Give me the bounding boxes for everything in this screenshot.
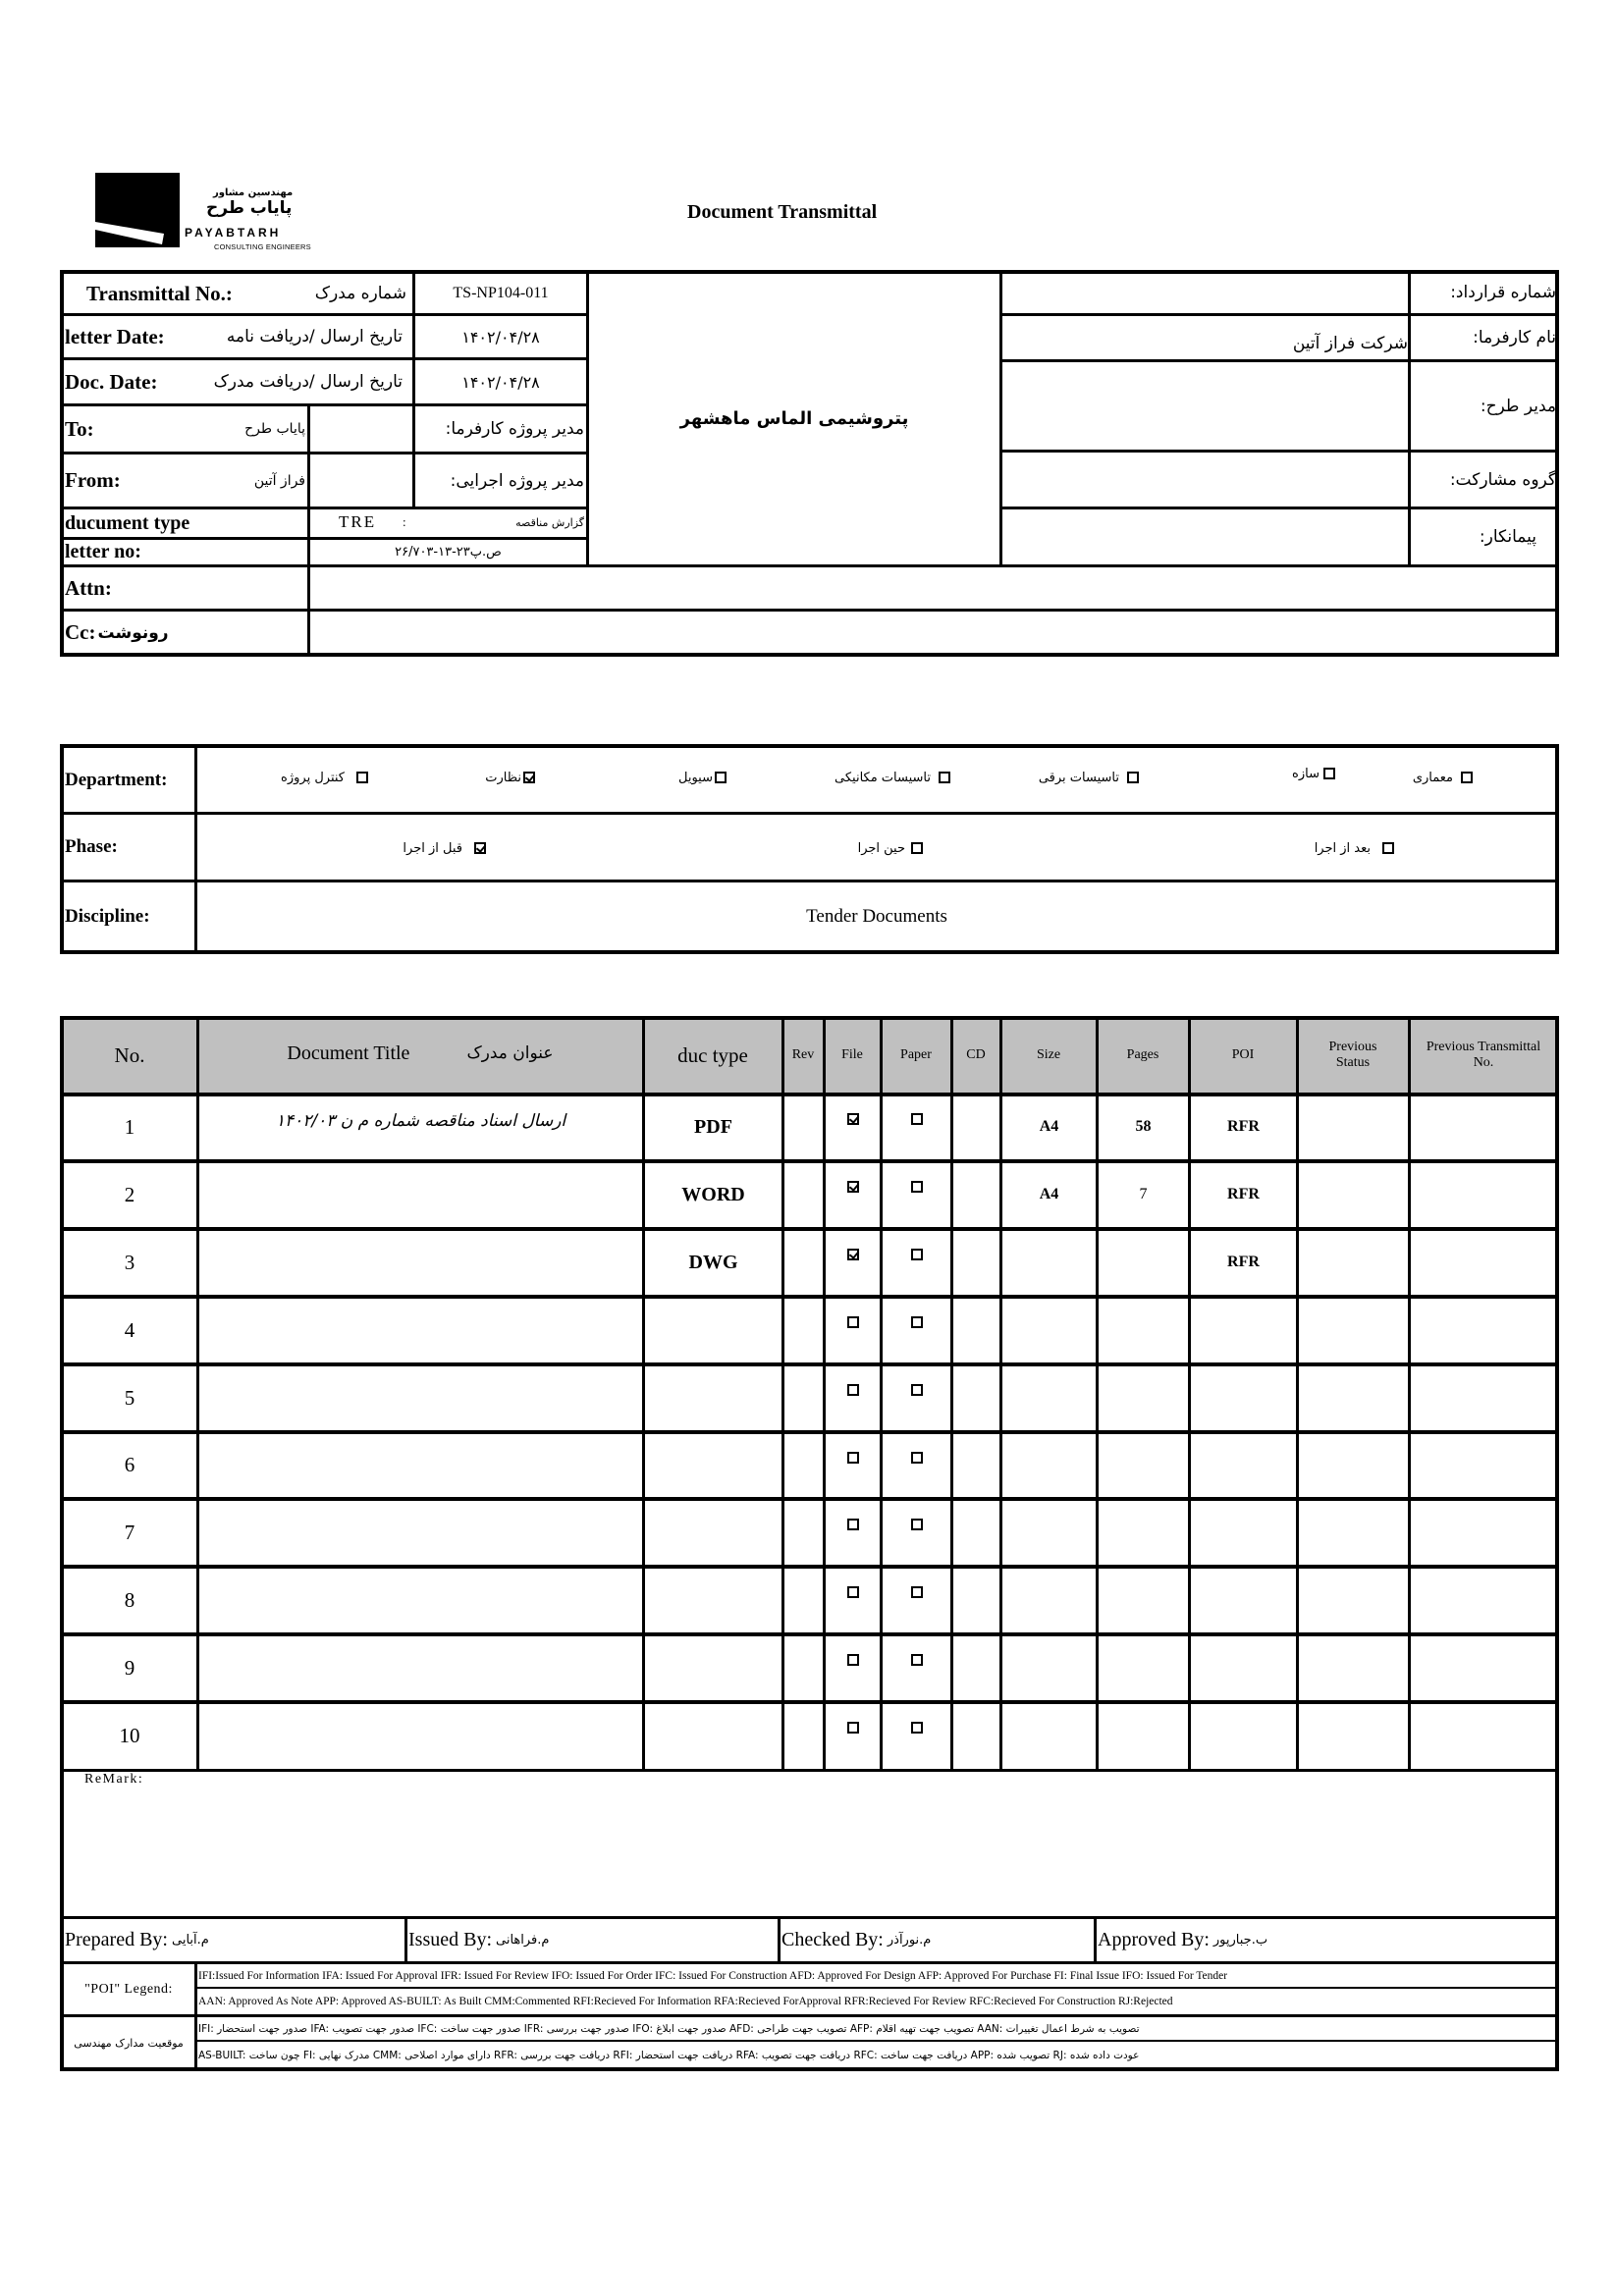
status-legend-line-2: AS-BUILT: چون ساخت FI: مدرک نهایی CMM: دارای موارد اصلاحی RFR: دریافت جهت بررسی RFI: دریافت جهت استحضار RFA: دریافت جهت تصویب RFC: دریافت جهت ساخت APP: تصویب شده RJ: عودت داده شده [198, 2049, 1140, 2061]
attn-label: Attn: [65, 575, 112, 600]
poi-legend-line-2: AAN: Approved As Note APP: Approved AS-BUILT: As Built CMM:Commented RFI:Recieved For Information RFA:Recieved ForApproval RFR:Recieved For Review RFC:Recieved For Construction RJ:Rejected [198, 1996, 1173, 2007]
row-cd[interactable] [953, 1163, 999, 1227]
plan-manager-label: مدیر طرح: [1480, 396, 1556, 416]
row-rev[interactable] [784, 1636, 823, 1700]
department-option-structure[interactable]: سازه [1227, 744, 1335, 803]
row-file[interactable] [826, 1095, 880, 1159]
row-prev-transmittal[interactable] [1411, 1569, 1557, 1632]
letter-date-label: letter Date: [65, 324, 165, 348]
phase-option-after[interactable]: بعد از اجرا [1266, 819, 1394, 878]
row-cd[interactable] [953, 1636, 999, 1700]
department-option-project-control[interactable]: کنترل پروژه [236, 748, 368, 807]
row-prev-transmittal[interactable] [1411, 1231, 1557, 1295]
row-prev-transmittal[interactable] [1411, 1636, 1557, 1700]
row-poi[interactable] [1191, 1569, 1296, 1632]
to-label: To: [65, 416, 94, 441]
logo-mark-icon [95, 173, 180, 247]
remark-field[interactable] [65, 1796, 1555, 1914]
row-title[interactable] [199, 1636, 642, 1700]
file-checkbox-icon[interactable] [847, 1452, 859, 1464]
contractor-label: پیمانکار: [1479, 527, 1536, 547]
row-type[interactable] [645, 1299, 781, 1362]
from-label: From: [65, 468, 121, 492]
client-name-field[interactable] [1002, 316, 1408, 363]
row-file[interactable] [826, 1231, 880, 1295]
row-rev[interactable] [784, 1366, 823, 1430]
row-poi[interactable] [1191, 1501, 1296, 1565]
row-prev-status[interactable] [1299, 1299, 1408, 1362]
row-cd[interactable] [953, 1501, 999, 1565]
letter-no-value[interactable]: ص.پ۲۳-۱۳-۲۶/۷۰۳ [395, 544, 502, 560]
project-control-checkbox-icon[interactable] [356, 772, 368, 783]
civil-checkbox-icon[interactable] [715, 772, 727, 783]
row-type[interactable] [645, 1366, 781, 1430]
row-no[interactable]: 8 [124, 1588, 135, 1613]
row-prev-status[interactable] [1299, 1569, 1408, 1632]
plan-manager-field[interactable] [1002, 362, 1408, 450]
file-checkbox-checked-icon[interactable] [847, 1249, 859, 1260]
row-size[interactable] [1002, 1366, 1096, 1430]
row-no[interactable]: 10 [119, 1724, 140, 1748]
status-legend-label: موقعیت مدارک مهندسی [74, 2036, 184, 2050]
row-file[interactable] [826, 1636, 880, 1700]
file-checkbox-icon[interactable] [847, 1384, 859, 1396]
document-type-code[interactable]: TRE [339, 512, 377, 531]
row-type[interactable] [645, 1704, 781, 1768]
row-paper[interactable] [883, 1299, 950, 1362]
from-value[interactable]: فراز آتین [253, 472, 305, 489]
file-checkbox-icon[interactable] [847, 1316, 859, 1328]
doc-date-label: Doc. Date: [65, 369, 158, 394]
row-size[interactable] [1002, 1434, 1096, 1498]
client-name-value: شرکت فراز آتین [1292, 334, 1408, 353]
col-header-paper: Paper [900, 1047, 932, 1062]
department-option-mechanical[interactable]: تاسیسات مکانیکی [785, 748, 950, 807]
phase-option-before[interactable]: قبل از اجرا [344, 819, 486, 878]
file-checkbox-icon[interactable] [847, 1519, 859, 1530]
row-file[interactable] [826, 1569, 880, 1632]
col-header-title: Document Title عنوان مدرک [287, 1042, 554, 1064]
architecture-checkbox-icon[interactable] [1461, 772, 1473, 783]
logo-fa-subtitle: مهندسین مشاور [213, 187, 294, 198]
row-paper[interactable] [883, 1501, 950, 1565]
row-prev-transmittal[interactable] [1411, 1095, 1557, 1159]
transmittal-no-label: Transmittal No.: [86, 281, 233, 305]
cc-label: Cc: [65, 620, 96, 644]
row-pages[interactable] [1099, 1636, 1188, 1700]
row-prev-transmittal[interactable] [1411, 1704, 1557, 1768]
row-poi[interactable] [1191, 1434, 1296, 1498]
electrical-checkbox-icon[interactable] [1127, 772, 1139, 783]
row-title[interactable] [199, 1569, 642, 1632]
cc-label-fa: رونوشت [97, 622, 169, 643]
row-no[interactable]: 1 [124, 1114, 135, 1139]
department-option-electrical[interactable]: تاسیسات برقی [992, 748, 1139, 807]
row-prev-transmittal[interactable] [1411, 1501, 1557, 1565]
remark-label: ReMark: [84, 1772, 144, 1787]
row-prev-status[interactable] [1299, 1636, 1408, 1700]
row-poi[interactable] [1191, 1299, 1296, 1362]
logo-en-name: PAYABTARH [185, 226, 282, 240]
row-title[interactable] [199, 1163, 642, 1227]
phase-label: Phase: [65, 836, 118, 857]
paper-checkbox-icon[interactable] [911, 1249, 923, 1260]
document-type-value[interactable]: گزارش مناقصه [515, 515, 584, 529]
row-type[interactable]: DWG [688, 1251, 738, 1273]
row-poi[interactable] [1191, 1704, 1296, 1768]
row-file[interactable] [826, 1434, 880, 1498]
row-pages[interactable] [1099, 1366, 1188, 1430]
row-paper[interactable] [883, 1163, 950, 1227]
phase-during-checkbox-icon[interactable] [911, 842, 923, 854]
department-option-supervision[interactable]: نظارت [432, 748, 535, 807]
contract-no-field[interactable] [1002, 272, 1408, 313]
row-pages[interactable] [1099, 1434, 1188, 1498]
doc-date-label-fa: تاریخ ارسال /دریافت مدرک [213, 372, 403, 392]
structure-checkbox-icon[interactable] [1323, 768, 1335, 779]
col-header-no: No. [114, 1043, 145, 1067]
row-pages[interactable] [1099, 1299, 1188, 1362]
department-label: Department: [65, 769, 168, 790]
document-type-separator: : [403, 514, 406, 529]
poi-legend-label: "POI" Legend: [84, 1981, 173, 1997]
prepared-by-name: م.آبایی [171, 1933, 209, 1948]
row-prev-status[interactable] [1299, 1501, 1408, 1565]
row-rev[interactable] [784, 1299, 823, 1362]
row-title[interactable] [199, 1366, 642, 1430]
row-file[interactable] [826, 1366, 880, 1430]
col-header-prev-transmittal: Previous Transmittal No. [1426, 1040, 1541, 1070]
contract-no-label: شماره قرارداد: [1450, 283, 1556, 302]
row-title[interactable] [199, 1299, 642, 1362]
row-size[interactable] [1002, 1636, 1096, 1700]
row-no[interactable]: 6 [124, 1453, 135, 1477]
file-checkbox-checked-icon[interactable] [847, 1113, 859, 1125]
row-type[interactable] [645, 1636, 781, 1700]
row-prev-status[interactable] [1299, 1095, 1408, 1159]
department-option-architecture[interactable]: معماری [1355, 748, 1473, 807]
paper-checkbox-icon[interactable] [911, 1519, 923, 1530]
file-checkbox-icon[interactable] [847, 1586, 859, 1598]
row-cd[interactable] [953, 1569, 999, 1632]
row-type[interactable] [645, 1501, 781, 1565]
mechanical-checkbox-icon[interactable] [939, 772, 950, 783]
row-paper[interactable] [883, 1366, 950, 1430]
row-cd[interactable] [953, 1299, 999, 1362]
company-logo [95, 173, 321, 253]
file-checkbox-checked-icon[interactable] [847, 1181, 859, 1193]
row-prev-transmittal[interactable] [1411, 1299, 1557, 1362]
checked-by-name: م.نورآذر [887, 1933, 932, 1948]
letter-no-label: letter no: [65, 540, 141, 562]
row-prev-transmittal[interactable] [1411, 1163, 1557, 1227]
row-rev[interactable] [784, 1501, 823, 1565]
row-paper[interactable] [883, 1569, 950, 1632]
row-rev[interactable] [784, 1231, 823, 1295]
phase-after-checkbox-icon[interactable] [1382, 842, 1394, 854]
department-option-civil[interactable]: سیویل [628, 748, 727, 807]
project-name: پتروشیمی الماس ماهشهر [679, 407, 909, 429]
doc-date-value[interactable]: ۱۴۰۲/۰۴/۲۸ [461, 372, 540, 392]
paper-checkbox-icon[interactable] [911, 1113, 923, 1125]
row-prev-status[interactable] [1299, 1704, 1408, 1768]
row-title[interactable] [199, 1434, 642, 1498]
row-cd[interactable] [953, 1434, 999, 1498]
row-type[interactable] [645, 1569, 781, 1632]
partner-group-field[interactable] [1002, 453, 1408, 507]
col-header-rev: Rev [791, 1047, 815, 1062]
paper-checkbox-icon[interactable] [911, 1384, 923, 1396]
row-prev-transmittal[interactable] [1411, 1366, 1557, 1430]
client-name-label: نام کارفرما: [1473, 328, 1556, 347]
row-paper[interactable] [883, 1095, 950, 1159]
status-legend-line-1: IFI: صدور جهت استحضار IFA: صدور جهت تصویب IFC: صدور جهت ساخت IFR: صدور جهت بررسی IFO: صدور جهت ابلاغ AFD: تصویب جهت طراحی AFP: تصویب جهت تهیه اقلام AAN: تصویب به شرط اعمال تغییرات [198, 2022, 1140, 2035]
col-header-cd: CD [966, 1047, 986, 1062]
row-file[interactable] [826, 1501, 880, 1565]
paper-checkbox-icon[interactable] [911, 1181, 923, 1193]
paper-checkbox-icon[interactable] [911, 1654, 923, 1666]
file-checkbox-icon[interactable] [847, 1654, 859, 1666]
row-type[interactable]: WORD [681, 1183, 745, 1205]
supervision-checkbox-checked-icon[interactable] [523, 772, 535, 783]
discipline-label: Discipline: [65, 906, 150, 927]
row-prev-status[interactable] [1299, 1434, 1408, 1498]
row-prev-status[interactable] [1299, 1163, 1408, 1227]
row-rev[interactable] [784, 1569, 823, 1632]
row-size[interactable] [1002, 1569, 1096, 1632]
letter-date-value[interactable]: ۱۴۰۲/۰۴/۲۸ [461, 327, 540, 347]
logo-fa-name: پایاب طرح [206, 198, 293, 218]
row-cd[interactable] [953, 1704, 999, 1768]
row-no[interactable]: 7 [124, 1521, 135, 1545]
paper-checkbox-icon[interactable] [911, 1722, 923, 1734]
row-size[interactable] [1002, 1501, 1096, 1565]
file-checkbox-icon[interactable] [847, 1722, 859, 1734]
letter-date-label-fa: تاریخ ارسال /دریافت نامه [226, 327, 403, 347]
paper-checkbox-icon[interactable] [911, 1452, 923, 1464]
paper-checkbox-icon[interactable] [911, 1586, 923, 1598]
row-size[interactable]: A4 [1039, 1118, 1059, 1136]
discipline-value[interactable]: Tender Documents [806, 906, 947, 927]
row-pages[interactable]: 58 [1135, 1118, 1152, 1136]
row-no[interactable]: 4 [124, 1317, 135, 1342]
paper-checkbox-icon[interactable] [911, 1316, 923, 1328]
row-prev-status[interactable] [1299, 1231, 1408, 1295]
col-header-duc-type: duc type [677, 1043, 748, 1067]
row-pages[interactable] [1099, 1704, 1188, 1768]
row-rev[interactable] [784, 1163, 823, 1227]
cc-field[interactable] [310, 612, 1555, 654]
row-paper[interactable] [883, 1704, 950, 1768]
checked-by: Checked By: م.نورآذر [781, 1929, 932, 1950]
phase-option-during[interactable]: حین اجرا [805, 819, 923, 878]
poi-legend-line-1: IFI:Issued For Information IFA: Issued For Approval IFR: Issued For Review IFO: Issued For Order IFC: Issued For Construction AFD: Approved For Design AFP: Approved For Purchase FI: Final Issue IFO: Issued For Tender [198, 1969, 1228, 1982]
row-rev[interactable] [784, 1704, 823, 1768]
row-title[interactable] [199, 1704, 642, 1768]
exec-pm-label: مدیر پروژه اجرایی: [450, 470, 584, 491]
document-type-label: ducument type [65, 511, 190, 534]
row-file[interactable] [826, 1704, 880, 1768]
row-paper[interactable] [883, 1636, 950, 1700]
row-size[interactable] [1002, 1704, 1096, 1768]
row-cd[interactable] [953, 1231, 999, 1295]
col-header-prev-status: Previous Status [1328, 1040, 1377, 1070]
row-poi[interactable]: RFR [1227, 1118, 1260, 1136]
row-prev-transmittal[interactable] [1411, 1434, 1557, 1498]
row-no[interactable]: 2 [124, 1182, 135, 1206]
row-size[interactable]: A4 [1039, 1186, 1059, 1203]
row-file[interactable] [826, 1299, 880, 1362]
row-rev[interactable] [784, 1434, 823, 1498]
row-poi[interactable]: RFR [1227, 1186, 1260, 1203]
page-title: Document Transmittal [687, 201, 878, 223]
row-prev-status[interactable] [1299, 1366, 1408, 1430]
partner-group-label: گروه مشارکت: [1449, 469, 1556, 490]
row-title[interactable]: ارسال اسناد مناقصه شماره م ن ۱۴۰۲/۰۳ [275, 1111, 566, 1131]
issued-by: Issued By: م.فراهانی [408, 1929, 550, 1950]
col-header-file: File [841, 1047, 863, 1062]
prepared-by: Prepared By: م.آبایی [65, 1929, 209, 1950]
row-paper[interactable] [883, 1434, 950, 1498]
row-pages[interactable] [1099, 1231, 1188, 1295]
row-poi[interactable]: RFR [1227, 1254, 1260, 1271]
row-poi[interactable] [1191, 1366, 1296, 1430]
row-pages[interactable] [1099, 1569, 1188, 1632]
row-title[interactable] [199, 1231, 642, 1295]
client-pm-label: مدیر پروژه کارفرما: [445, 419, 584, 439]
approved-by-name: ب.جبارپور [1212, 1933, 1268, 1948]
row-pages[interactable] [1099, 1501, 1188, 1565]
issued-by-name: م.فراهانی [496, 1933, 550, 1948]
to-value[interactable]: پایاب طرح [244, 421, 305, 437]
attn-field[interactable] [310, 567, 1555, 609]
transmittal-no-value[interactable]: TS-NP104-011 [453, 285, 549, 301]
transmittal-no-label-fa: شماره مدرک [314, 284, 406, 303]
row-file[interactable] [826, 1163, 880, 1227]
row-size[interactable] [1002, 1231, 1096, 1295]
col-header-pages: Pages [1126, 1047, 1159, 1062]
row-no[interactable]: 9 [124, 1656, 135, 1681]
contractor-field[interactable] [1002, 509, 1408, 564]
row-poi[interactable] [1191, 1636, 1296, 1700]
row-type[interactable]: PDF [694, 1115, 732, 1138]
phase-before-checkbox-checked-icon[interactable] [474, 842, 486, 854]
row-size[interactable] [1002, 1299, 1096, 1362]
row-no[interactable]: 5 [124, 1385, 135, 1410]
logo-en-subtitle: CONSULTING ENGINEERS [214, 242, 311, 251]
row-type[interactable] [645, 1434, 781, 1498]
approved-by: Approved By: ب.جبارپور [1098, 1929, 1268, 1950]
col-header-poi: POI [1231, 1047, 1255, 1062]
row-title[interactable] [199, 1501, 642, 1565]
row-rev[interactable] [784, 1095, 823, 1159]
col-header-size: Size [1036, 1047, 1061, 1062]
row-cd[interactable] [953, 1366, 999, 1430]
row-paper[interactable] [883, 1231, 950, 1295]
row-cd[interactable] [953, 1095, 999, 1159]
row-no[interactable]: 3 [124, 1250, 135, 1274]
row-pages[interactable]: 7 [1139, 1186, 1148, 1203]
